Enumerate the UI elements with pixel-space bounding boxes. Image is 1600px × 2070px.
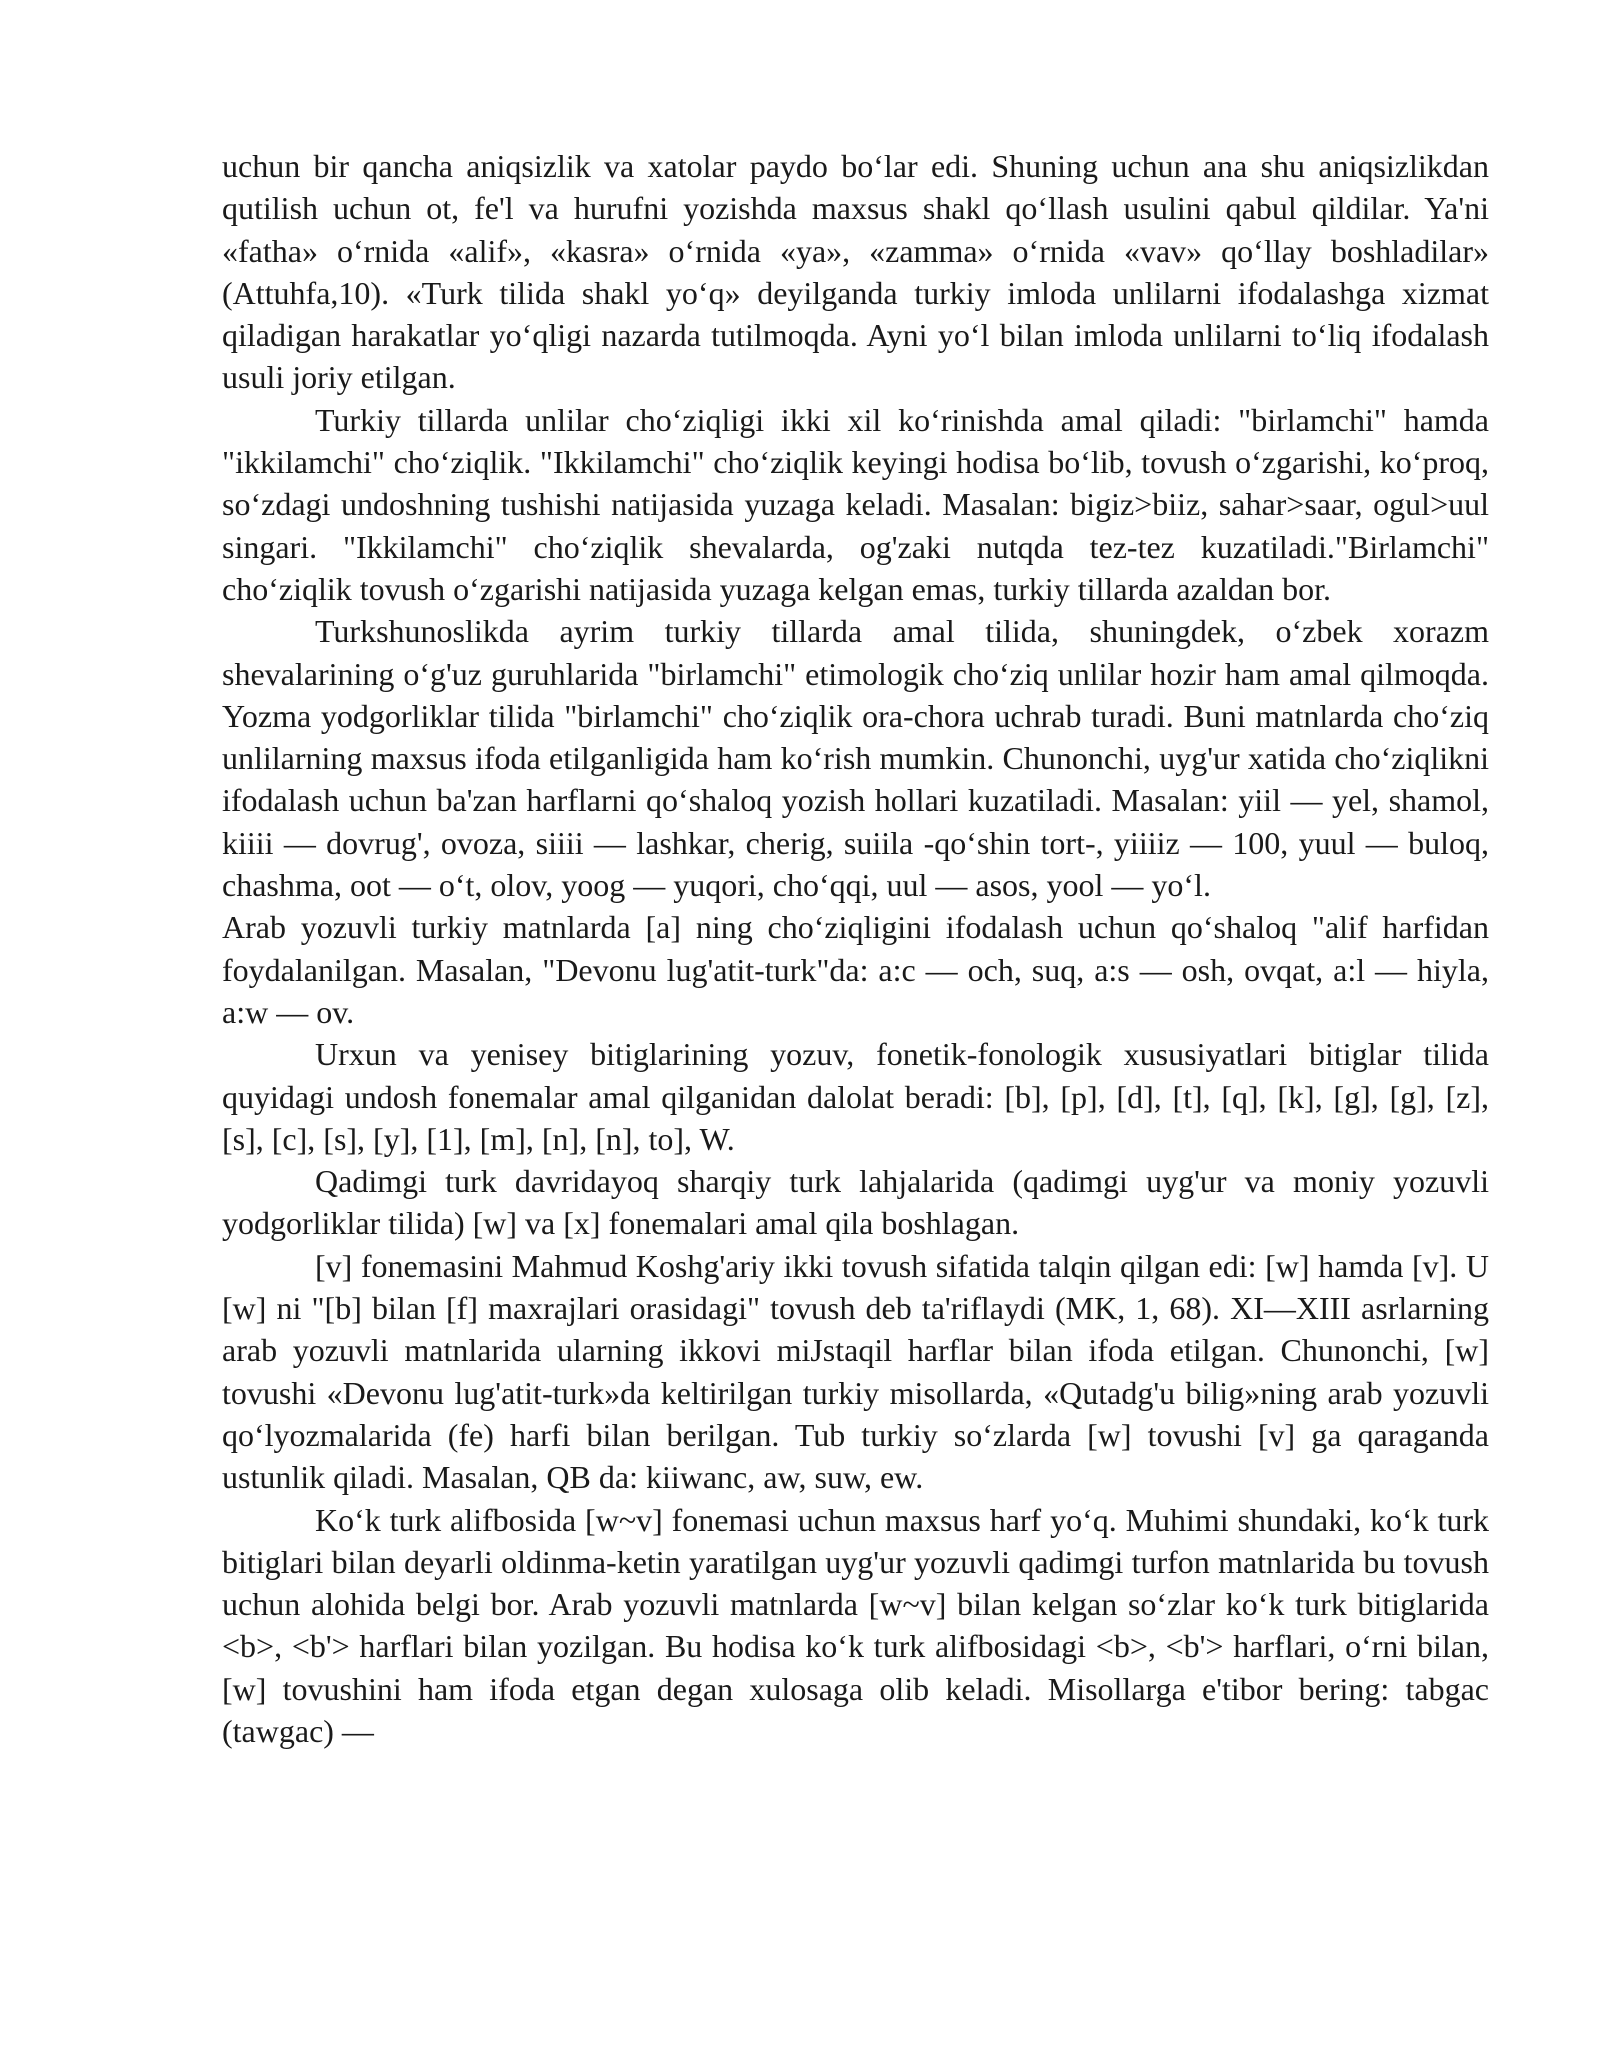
paragraph-4: Arab yozuvli turkiy matnlarda [a] ning cho‘ziqligini ifodalash uchun qo‘shaloq "alif harfidan foydalanilgan. Masalan, "Devonu lug'atit-turk"da: a:c — och, suq, a:s — osh, ovqat, a:l — hiyla, a:w — ov. [222, 909, 1489, 1030]
paragraph-3: Turkshunoslikda ayrim turkiy tillarda amal tilida, shuningdek, o‘zbek xorazm shevalarining o‘g'uz guruhlarida "birlamchi" etimologik cho‘ziq unlilar hozir ham amal qilmoqda. Yozma yodgorliklar tilida "birlamchi" cho‘ziqlik ora-chora uchrab turadi. Buni matnlarda cho‘ziq unlilarning maxsus ifoda etilganligida ham ko‘rish mumkin. Chunonchi, uyg'ur xatida cho‘ziqlikni ifodalash uchun ba'zan harflarni qo‘shaloq yozish hollari kuzatiladi. Masalan: yiil — yel, shamol, kiiii — dovrug', ovoza, siiii — lashkar, cherig, suiila -qo‘shin tort-, yiiiiz — 100, yuul — buloq, chashma, oot — o‘t, olov, yoog — yuqori, cho‘qqi, uul — asos, yool — yo‘l. [222, 613, 1489, 904]
paragraph-2: Turkiy tillarda unlilar cho‘ziqligi ikki xil ko‘rinishda amal qiladi: "birlamchi" hamda "ikkilamchi" cho‘ziqlik. "Ikkilamchi" cho‘ziqlik keyingi hodisa bo‘lib, tovush o‘zgarishi, ko‘proq, so‘zdagi undoshning tushishi natijasida yuzaga keladi. Masalan: bigiz>biiz, sahar>saar, ogul>uul singari. "Ikkilamchi" cho‘ziqlik shevalarda, og'zaki nutqda tez-tez kuzatiladi."Birlamchi" cho‘ziqlik tovush o‘zgarishi natijasida yuzaga kelgan emas, turkiy tillarda azaldan bor. [222, 401, 1489, 607]
paragraph-8: Ko‘k turk alifbosida [w~v] fonemasi uchun maxsus harf yo‘q. Muhimi shundaki, ko‘k turk bitiglari bilan deyarli oldinma-ketin yaratilgan uyg'ur yozuvli qadimgi turfon matnlarida bu tovush uchun alohida belgi bor. Arab yozuvli matnlarda [w~v] bilan kelgan so‘zlar ko‘k turk bitiglarida <b>, <b'> harflari bilan yozilgan. Bu hodisa ko‘k turk alifbosidagi <b>, <b'> harflari, o‘rni bilan, [w] tovushini ham ifoda etgan degan xulosaga olib keladi. Misollarga e'tibor bering: tabgac (tawgac) — [222, 1501, 1489, 1749]
paragraph-7: [v] fonemasini Mahmud Koshg'ariy ikki tovush sifatida talqin qilgan edi: [w] hamda [v]. U [w] ni "[b] bilan [f] maxrajlari orasidagi" tovush deb ta'riflaydi (MK, 1, 68). XI—XIII asrlarning arab yozuvli matnlarida ularning ikkovi miJstaqil harflar bilan ifoda etilgan. Chunonchi, [w] tovushi «Devonu lug'atit-turk»da keltirilgan turkiy misollarda, «Qutadg'u bilig»ning arab yozuvli qo‘lyozmalarida (fe) harfi bilan berilgan. Tub turkiy so‘zlarda [w] tovushi [v] ga qaraganda ustunlik qiladi. Masalan, QB da: kiiwanc, aw, suw, ew. [222, 1247, 1489, 1496]
paragraph-6: Qadimgi turk davridayoq sharqiy turk lahjalarida (qadimgi uyg'ur va moniy yozuvli yodgorliklar tilida) [w] va [x] fonemalari amal qila boshlagan. [222, 1163, 1489, 1242]
paragraph-5: Urxun va yenisey bitiglarining yozuv, fonetik-fonologik xususiyatlari bitiglar tilida quyidagi undosh fonemalar amal qilganidan dalolat beradi: [b], [p], [d], [t], [q], [k], [g], [g], [z], [s], [c], [s], [y], [1], [m], [n], [n], to], W. [222, 1036, 1489, 1157]
paragraph-1: uchun bir qancha aniqsizlik va xatolar paydo bo‘lar edi. Shuning uchun ana shu aniqsizlikdan qutilish uchun ot, fe'l va hurufni yozishda maxsus shakl qo‘llash usulini qabul qildilar. Ya'ni «fatha» o‘rnida «alif», «kasra» o‘rnida «ya», «zamma» o‘rnida «vav» qo‘llay boshladilar» (Attuhfa,10). «Turk tilida shakl yo‘q» deyilganda turkiy imloda unlilarni ifodalashga xizmat qiladigan harakatlar yo‘qligi nazarda tutilmoqda. Ayni yo‘l bilan imloda unlilarni to‘liq ifodalash usuli joriy etilgan. [222, 148, 1489, 396]
document-page [222, 145, 1489, 1752]
